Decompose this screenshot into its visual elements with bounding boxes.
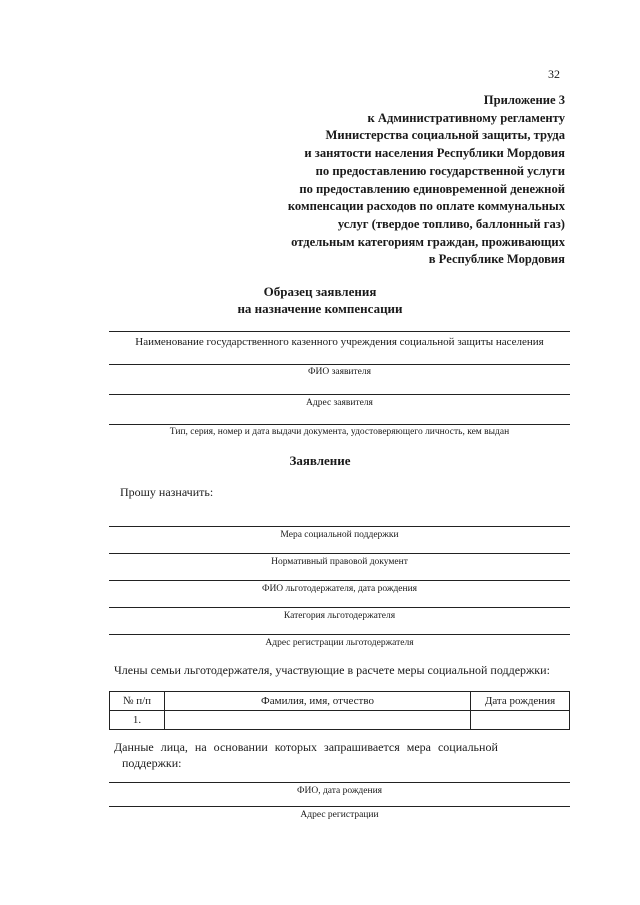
person-address-field-line[interactable] xyxy=(109,806,570,807)
page-number: 32 xyxy=(548,67,560,81)
full-name-cell[interactable] xyxy=(165,711,471,730)
persons-intro-line1: Данные лица, на основании которых запрашивается мера социальной xyxy=(114,740,498,754)
appendix-line: отдельным категориям граждан, проживающих xyxy=(291,234,565,249)
row-number-cell: 1. xyxy=(110,711,165,730)
institution-field-line[interactable] xyxy=(109,331,570,332)
birth-date-cell[interactable] xyxy=(471,711,570,730)
appendix-header xyxy=(288,92,565,269)
support-measure-caption: Мера социальной поддержки xyxy=(280,530,399,540)
column-header-full-name: Фамилия, имя, отчество xyxy=(165,692,471,711)
sample-title-line1: Образец заявления xyxy=(263,284,377,299)
applicant-name-field-line[interactable] xyxy=(109,364,570,365)
applicant-name-caption: ФИО заявителя xyxy=(308,367,371,377)
family-members-table xyxy=(109,691,570,730)
column-header-number: № п/п xyxy=(110,692,165,711)
statement-heading: Заявление xyxy=(289,453,351,468)
legal-document-caption: Нормативный правовой документ xyxy=(271,557,408,567)
beneficiary-address-field-line[interactable] xyxy=(109,634,570,635)
request-text: Прошу назначить: xyxy=(120,485,214,499)
applicant-address-field-line[interactable] xyxy=(109,394,570,395)
appendix-line: и занятости населения Республики Мордовия xyxy=(304,146,565,161)
table-header-row xyxy=(110,692,570,711)
person-name-caption: ФИО, дата рождения xyxy=(296,786,383,796)
appendix-line: по предоставлению единовременной денежной xyxy=(299,181,565,196)
institution-caption: Наименование государственного казенного учреждения социальной защиты населения xyxy=(135,336,544,348)
appendix-line: по предоставлению государственной услуги xyxy=(315,163,565,178)
identity-document-caption: Тип, серия, номер и дата выдачи документа, удостоверяющего личность, кем выдан xyxy=(169,427,510,437)
sample-title-line2: на назначение компенсации xyxy=(237,301,403,316)
beneficiary-address-caption: Адрес регистрации льготодержателя xyxy=(265,638,414,648)
appendix-line: компенсации расходов по оплате коммунальных xyxy=(287,199,565,214)
person-address-caption: Адрес регистрации xyxy=(300,810,379,820)
appendix-line: Приложение 3 xyxy=(483,93,565,107)
persons-intro-line2: поддержки: xyxy=(122,756,182,770)
support-measure-field-line[interactable] xyxy=(109,526,570,527)
appendix-line: к Административному регламенту xyxy=(367,110,565,125)
applicant-address-caption: Адрес заявителя xyxy=(306,398,373,408)
appendix-line: Министерства социальной защиты, труда xyxy=(325,128,565,143)
table-row xyxy=(110,711,570,730)
beneficiary-name-caption: ФИО льготодержателя, дата рождения xyxy=(261,584,418,594)
beneficiary-category-field-line[interactable] xyxy=(109,607,570,608)
sample-title xyxy=(0,283,640,317)
beneficiary-category-caption: Категория льготодержателя xyxy=(283,611,396,621)
identity-document-field-line[interactable] xyxy=(109,424,570,425)
beneficiary-name-field-line[interactable] xyxy=(109,580,570,581)
family-intro: Члены семьи льготодержателя, участвующие в расчете меры социальной поддержки: xyxy=(114,663,550,677)
appendix-line: в Республике Мордовия xyxy=(428,252,565,267)
legal-document-field-line[interactable] xyxy=(109,553,570,554)
appendix-line: услуг (твердое топливо, баллонный газ) xyxy=(337,216,565,231)
column-header-birth-date: Дата рождения xyxy=(471,692,570,711)
person-name-field-line[interactable] xyxy=(109,782,570,783)
